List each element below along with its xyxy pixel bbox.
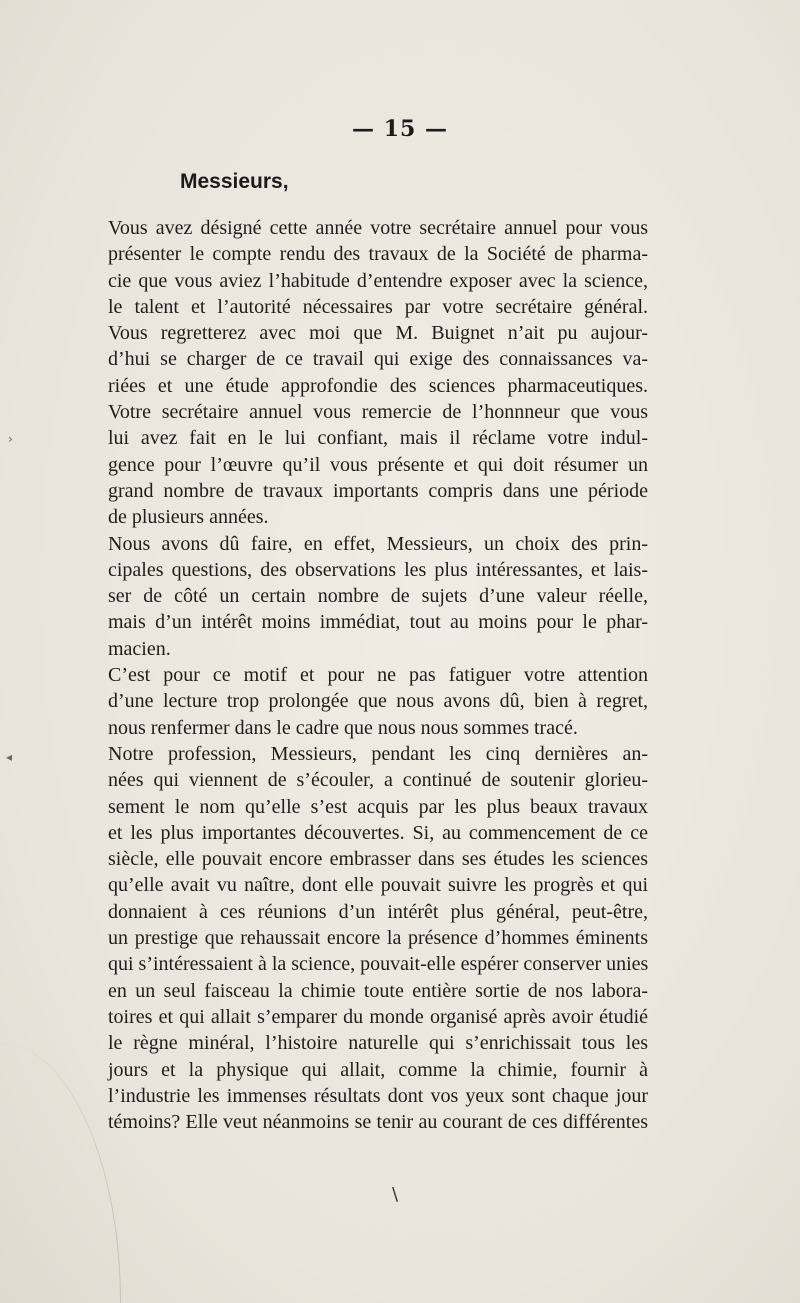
- text-line: Votre secrétaire annuel vous remercie de l’honnneur que vous: [108, 401, 648, 424]
- text-line: le talent et l’autorité nécessaires par votre secrétaire général.: [108, 295, 648, 318]
- text-line: Nous avons dû faire, en effet, Messieurs, un choix des prin-: [108, 532, 648, 555]
- text-line: l’industrie les immenses résultats dont vos yeux sont chaque jour: [108, 1084, 648, 1107]
- text-line: lui avez fait en le lui confiant, mais il réclame votre indul-: [108, 427, 648, 450]
- text-line: témoins? Elle veut néanmoins se tenir au courant de ces différentes: [108, 1111, 648, 1134]
- text-line: cipales questions, des observations les plus intéressantes, et lais-: [108, 558, 648, 581]
- text-line: C’est pour ce motif et pour ne pas fatiguer votre attention: [108, 664, 648, 687]
- text-line: de plusieurs années.: [108, 506, 269, 529]
- text-line: d’une lecture trop prolongée que nous avons dû, bien à regret,: [108, 690, 648, 713]
- footer-mark: \: [392, 1184, 399, 1205]
- text-line: gence pour l’œuvre qu’il vous présente et qui doit résumer un: [108, 453, 648, 476]
- text-line: le règne minéral, l’histoire naturelle qui s’enrichissait tous les: [108, 1032, 648, 1055]
- text-line: Vous avez désigné cette année votre secrétaire annuel pour vous: [108, 217, 648, 239]
- text-line: sement le nom qu’elle s’est acquis par les plus beaux travaux: [108, 795, 648, 818]
- text-line: mais d’un intérêt moins immédiat, tout au moins pour le phar-: [108, 611, 648, 634]
- margin-tick-mark: ◂: [6, 750, 13, 764]
- text-line: nous renfermer dans le cadre que nous nous sommes tracé.: [108, 716, 578, 739]
- page-number: — 15 —: [352, 116, 448, 142]
- text-line: qu’elle avait vu naître, dont elle pouvait suivre les progrès et qui: [108, 874, 648, 897]
- text-line: donnaient à ces réunions d’un intérêt plus général, peut-être,: [108, 900, 648, 923]
- text-line: présenter le compte rendu des travaux de la Société de pharma-: [108, 243, 648, 266]
- text-line: cie que vous aviez l’habitude d’entendre exposer avec la science,: [108, 269, 648, 292]
- text-line: siècle, elle pouvait encore embrasser dans ses études les sciences: [108, 848, 648, 871]
- text-line: riées et une étude approfondie des sciences pharmaceutiques.: [108, 374, 648, 397]
- margin-tick-mark: ›: [8, 432, 13, 446]
- salutation: Messieurs,: [180, 170, 289, 193]
- page-curl-shadow: [0, 1043, 121, 1303]
- text-line: d’hui se charger de ce travail qui exige des connaissances va-: [108, 348, 648, 371]
- text-line: toires et qui allait s’emparer du monde organisé après avoir étudié: [108, 1005, 648, 1028]
- text-line: et les plus importantes découvertes. Si, au commencement de ce: [108, 821, 648, 844]
- text-line: en un seul faisceau la chimie toute entière sortie de nos labora-: [108, 979, 648, 1002]
- text-line: jours et la physique qui allait, comme la chimie, fournir à: [108, 1058, 648, 1081]
- text-line: Vous regretterez avec moi que M. Buignet n’ait pu aujour-: [108, 322, 648, 345]
- text-line: un prestige que rehaussait encore la présence d’hommes éminents: [108, 927, 648, 950]
- text-line: grand nombre de travaux importants compris dans une période: [108, 479, 648, 502]
- text-line: ser de côté un certain nombre de sujets d’une valeur réelle,: [108, 585, 648, 608]
- text-line: nées qui viennent de s’écouler, a continué de soutenir glorieu-: [108, 769, 648, 792]
- text-line: macien.: [108, 637, 171, 660]
- body-text: [108, 215, 648, 1135]
- text-line: qui s’intéressaient à la science, pouvait-elle espérer conserver unies: [108, 953, 649, 976]
- text-line: Notre profession, Messieurs, pendant les cinq dernières an-: [108, 742, 648, 765]
